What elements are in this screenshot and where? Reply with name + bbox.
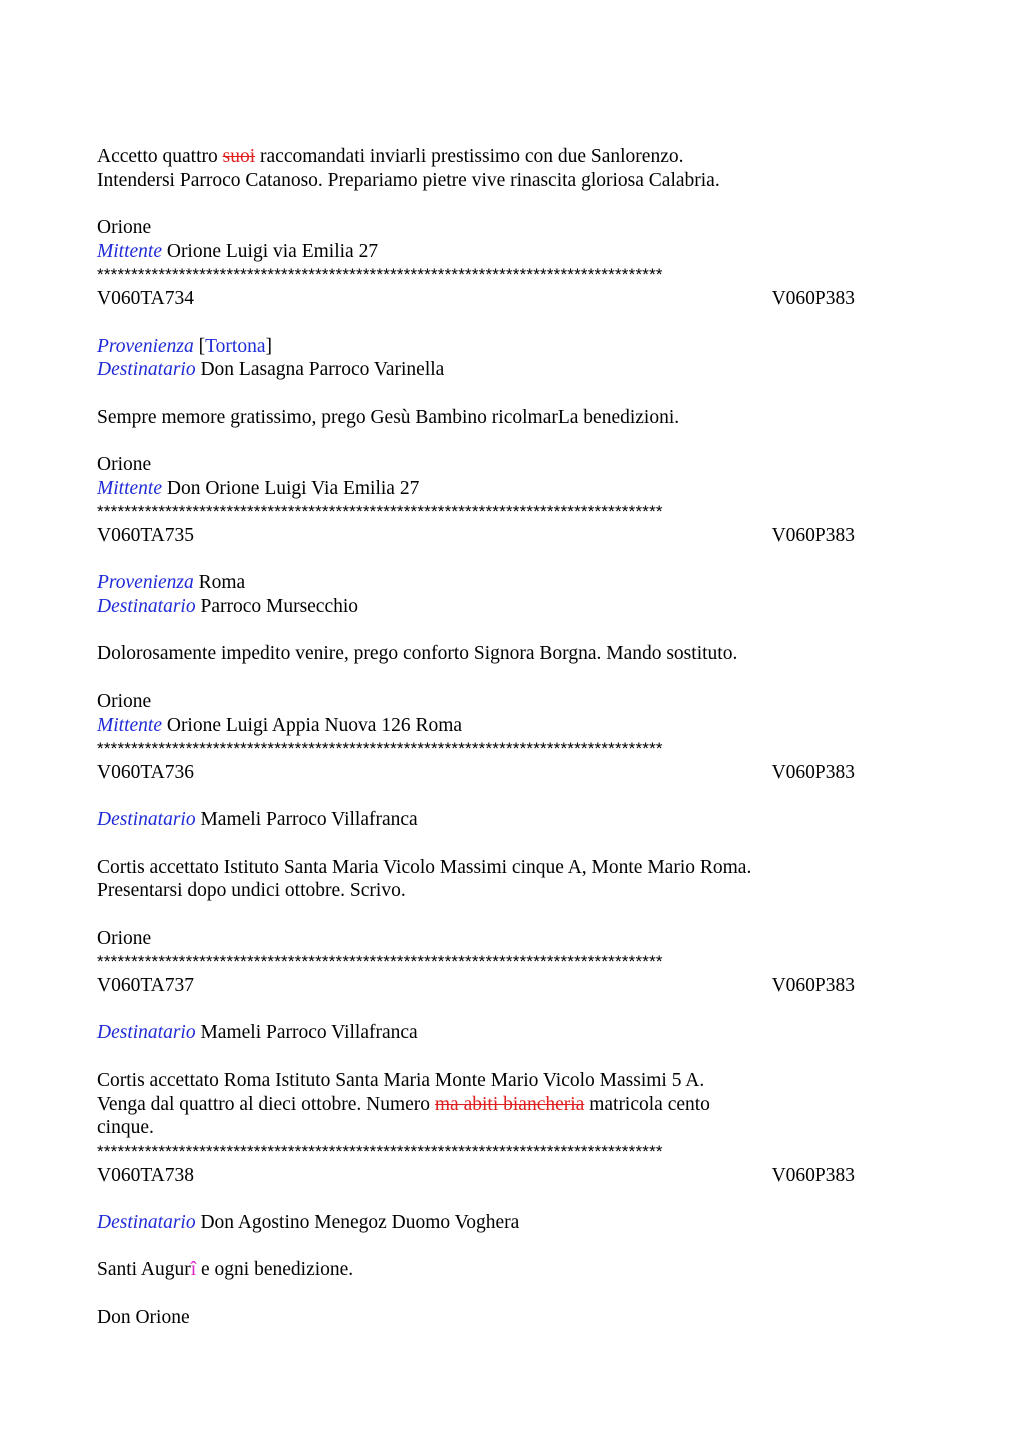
destinatario-label: Destinatario [97, 596, 196, 618]
message-text: Venga dal quattro al dieci ottobre. Numero ma abiti biancheria matricola cento [97, 1093, 710, 1115]
entry-header [97, 974, 855, 998]
provenance-line: Provenienza Roma [97, 572, 246, 594]
provenance-link[interactable]: Tortona [205, 335, 266, 357]
separator: *********************************************************************************** [97, 952, 663, 972]
deleted-text: suoi [222, 146, 256, 167]
signature: Don Orione [97, 1306, 190, 1328]
separator: *********************************************************************************** [97, 1141, 663, 1161]
entry-header [97, 287, 855, 311]
message-text: Presentarsi dopo undici ottobre. Scrivo. [97, 880, 406, 902]
entry-header [97, 1164, 855, 1188]
message-text: Cortis accettato Roma Istituto Santa Maria Monte Mario Vicolo Massimi 5 A. [97, 1069, 705, 1091]
document-body [97, 145, 927, 1329]
message-text: Dolorosamente impedito venire, prego conforto Signora Borgna. Mando sostituto. [97, 643, 738, 665]
mittente-label: Mittente [97, 240, 162, 262]
mittente-label: Mittente [97, 477, 162, 499]
recipient-line: Destinatario Don Agostino Menegoz Duomo Voghera [97, 1211, 520, 1233]
separator: *********************************************************************************** [97, 265, 663, 285]
entry-code: V060TA738 [97, 1164, 195, 1186]
destinatario-label: Destinatario [97, 1022, 196, 1044]
entry-code: V060TA736 [97, 761, 195, 783]
entry-header [97, 524, 855, 548]
message-text: cinque. [97, 1117, 154, 1139]
page-code: V060P383 [771, 761, 855, 783]
message-text: Sempre memore gratissimo, prego Gesù Bambino ricolmarLa benedizioni. [97, 406, 680, 428]
page-code: V060P383 [771, 1164, 855, 1186]
separator: *********************************************************************************** [97, 739, 663, 759]
entry-code: V060TA737 [97, 975, 195, 997]
destinatario-label: Destinatario [97, 809, 196, 831]
entry-code: V060TA735 [97, 525, 195, 546]
provenance-line: Provenienza [Tortona] [97, 335, 272, 357]
sender-line: Mittente Don Orione Luigi Via Emilia 27 [97, 477, 420, 499]
destinatario-label: Destinatario [97, 359, 196, 381]
mittente-label: Mittente [97, 714, 162, 736]
sender-line: Mittente Orione Luigi via Emilia 27 [97, 240, 379, 262]
recipient-line: Destinatario Don Lasagna Parroco Varinella [97, 359, 445, 381]
recipient-line: Destinatario Mameli Parroco Villafranca [97, 1022, 418, 1044]
entry-header [97, 761, 855, 785]
sender-line: Mittente Orione Luigi Appia Nuova 126 Roma [97, 714, 463, 736]
recipient-line: Destinatario Parroco Mursecchio [97, 596, 359, 618]
message-text: Cortis accettato Istituto Santa Maria Vicolo Massimi cinque A, Monte Mario Roma. [97, 856, 752, 878]
signature: Orione [97, 453, 152, 475]
deleted-text: ma abiti biancheria [434, 1093, 585, 1115]
provenienza-label: Provenienza [97, 335, 194, 357]
separator: *********************************************************************************** [97, 502, 663, 522]
destinatario-label: Destinatario [97, 1211, 196, 1233]
page-code: V060P383 [771, 975, 855, 997]
uncertain-char: î [190, 1259, 197, 1281]
recipient-line: Destinatario Mameli Parroco Villafranca [97, 809, 418, 831]
message-text: Accetto quattro suoi raccomandati inviarli prestissimo con due Sanlorenzo. [97, 146, 684, 167]
signature: Orione [97, 927, 152, 949]
page-code: V060P383 [771, 288, 855, 310]
message-text: Intendersi Parroco Catanoso. Prepariamo pietre vive rinascita gloriosa Calabria. [97, 169, 720, 191]
signature: Orione [97, 690, 152, 712]
entry-code: V060TA734 [97, 288, 195, 310]
page-code: V060P383 [771, 525, 855, 546]
signature: Orione [97, 217, 152, 239]
provenienza-label: Provenienza [97, 572, 194, 594]
message-text: Santi Augurî e ogni benedizione. [97, 1259, 354, 1281]
